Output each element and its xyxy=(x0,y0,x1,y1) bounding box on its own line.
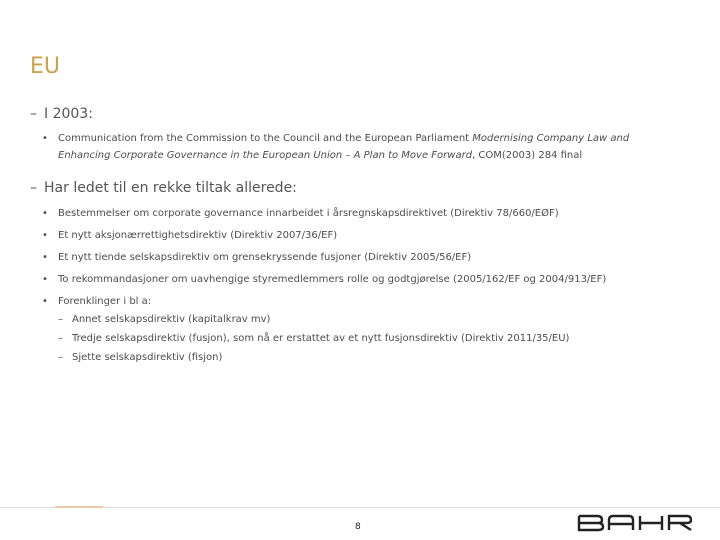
list-item xyxy=(42,249,471,266)
section-heading-text: I 2003: xyxy=(44,106,93,122)
bullet-marker: • xyxy=(42,230,48,241)
list-item xyxy=(42,130,629,147)
bullet-marker: • xyxy=(42,252,48,263)
list-item-text: Forenklinger i bl a: xyxy=(58,296,152,307)
list-item-text: Et nytt tiende selskapsdirektiv om grensekryssende fusjoner (Direktiv 2005/56/EF) xyxy=(58,252,472,263)
item-text-suffix: , COM(2003) 284 final xyxy=(472,150,583,161)
sub-list-item xyxy=(58,311,270,328)
footer-divider xyxy=(0,507,720,508)
list-item xyxy=(42,293,151,310)
list-item xyxy=(42,271,606,288)
bullet-marker: • xyxy=(42,133,48,144)
item-text-italic-2: Enhancing Corporate Governance in the European Union – A Plan to Move Forward xyxy=(58,150,473,161)
dash-marker: – xyxy=(58,333,63,344)
sub-list-item xyxy=(58,349,222,366)
dash-marker: – xyxy=(58,314,63,325)
item-text-prefix: Communication from the Commission to the Council and the European Parliament xyxy=(58,133,473,144)
bullet-marker: • xyxy=(42,296,48,307)
list-item-text: Et nytt aksjonærrettighetsdirektiv (Direktiv 2007/36/EF) xyxy=(58,230,338,241)
list-item-text: To rekommandasjoner om uavhengige styremedlemmers rolle og godtgjørelse (2005/162/EF og 2004/913/EF) xyxy=(58,274,607,285)
section-heading-text: Har ledet til en rekke tiltak allerede: xyxy=(44,180,297,196)
bullet-marker: • xyxy=(42,274,48,285)
slide-title: EU xyxy=(30,54,61,79)
bahr-logo xyxy=(577,514,693,532)
page-number: 8 xyxy=(355,522,361,532)
list-item-continuation xyxy=(58,147,698,164)
footer-accent-bar xyxy=(55,506,103,508)
list-item xyxy=(42,205,559,222)
dash-marker: – xyxy=(58,352,63,363)
dash-marker: – xyxy=(30,180,37,196)
sub-list-item-text: Sjette selskapsdirektiv (fisjon) xyxy=(72,352,223,363)
item-text-italic: Modernising Company Law and xyxy=(472,133,630,144)
sub-list-item-text: Tredje selskapsdirektiv (fusjon), som nå er erstattet av et nytt fusjonsdirektiv (Direktiv 2011/35/EU) xyxy=(72,333,570,344)
dash-marker: – xyxy=(30,106,37,122)
list-item xyxy=(42,227,337,244)
section-heading-2 xyxy=(30,180,297,196)
list-item-text: Bestemmelser om corporate governance innarbeidet i årsregnskapsdirektivet (Direktiv 78/660/EØF) xyxy=(58,208,559,219)
section-heading-1 xyxy=(30,106,93,122)
bullet-marker: • xyxy=(42,208,48,219)
sub-list-item-text: Annet selskapsdirektiv (kapitalkrav mv) xyxy=(72,314,271,325)
sub-list-item xyxy=(58,330,569,347)
